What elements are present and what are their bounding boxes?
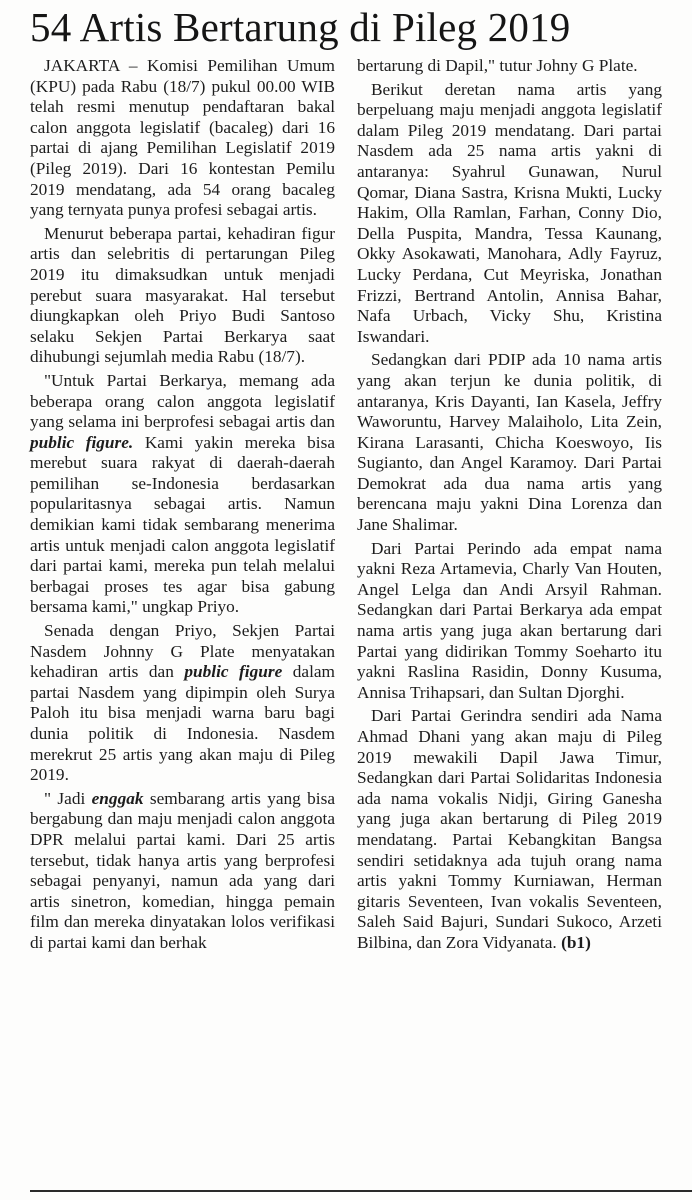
paragraph <box>30 789 335 954</box>
paragraph-text: Sedangkan dari PDIP ada 10 nama artis yang akan terjun ke dunia politik, di antaranya, Kris Dayanti, Ian Kasela, Jeffry Waworuntu, Harvey Malaiholo, Lita Zein, Kirana Larasanti, Chicha Koeswoyo, Iis Sugianto, dan Angel Karamoy. Dari Partai Demokrat ada dua nama artis yang berencana maju yakni Dina Lorenza dan Jane Shalimar. <box>357 350 662 535</box>
paragraph-continued <box>357 56 662 77</box>
paragraph-text: Berikut deretan nama artis yang berpeluang maju menjadi anggota legislatif dalam Pileg 2019 mendatang. Dari partai Nasdem ada 25 nama artis yakni di antaranya: Syahrul Gunawan, Nurul Qomar, Diana Sastra, Krisna Mukti, Lucky Hakim, Olla Ramlan, Farhan, Conny Dio, Della Puspita, Mandra, Tessa Kaunang, Okky Asokawati, Manohara, Adly Fayruz, Lucky Perdana, Cut Meyriska, Jonathan Frizzi, Bertrand Antolin, Annisa Bahar, Nafa Urbach, Vicky Shu, Kristina Iswandari. <box>357 79 662 346</box>
paragraph <box>357 706 662 953</box>
paragraph-text: Kami yakin mereka bisa merebut suara rakyat di daerah-daerah pemilihan se-Indonesia berdasarkan popularitasnya sebagai artis. Namun demikian kami tidak sembarang menerima artis untuk menjadi calon anggota legislatif dari partai kami, mereka pun telah melalui berbagai proses tes agar bisa gabung bersama kami," ungkap Priyo. <box>30 432 335 617</box>
paragraph <box>30 56 335 221</box>
paragraph-text: sembarang artis yang bisa bergabung dan maju menjadi calon anggota DPR melalui partai kami. Dari 25 artis tersebut, tidak hanya artis yang berprofesi sebagai penyanyi, namun ada yang dari artis sinetron, komedian, hingga pemain film dan mereka dinyatakan lolos verifikasi di partai kami dan berhak <box>30 788 335 952</box>
italic-term: enggak <box>91 788 144 808</box>
paragraph-text: bertarung di Dapil," tutur Johny G Plate. <box>357 56 638 75</box>
paragraph <box>357 350 662 535</box>
paragraph <box>30 371 335 618</box>
paragraph <box>357 80 662 348</box>
paragraph-text: "Untuk Partai Berkarya, memang ada beberapa orang calon anggota legislatif yang selama ini berprofesi sebagai artis dan <box>30 370 335 432</box>
headline: 54 Artis Bertarung di Pileg 2019 <box>30 4 571 50</box>
paragraph-text: dalam partai Nasdem yang dipimpin oleh Surya Paloh itu bisa menjadi warna baru bagi dunia politik di Indonesia. Nasdem merekrut 25 artis yang akan maju di Pileg 2019. <box>30 662 336 785</box>
author-signature: (b1) <box>561 932 591 952</box>
paragraph <box>30 224 335 368</box>
article-column-right <box>357 56 662 954</box>
paragraph <box>357 539 662 704</box>
paragraph-text: Menurut beberapa partai, kehadiran figur artis dan selebritis di pertarungan Pileg 2019 itu dimaksudkan untuk menjadi perebut suara masyarakat. Hal tersebut diungkapkan oleh Priyo Budi Santoso selaku Sekjen Partai Berkarya saat dihubungi sejumlah media Rabu (18/7). <box>30 223 335 367</box>
italic-term: public figure <box>184 662 283 682</box>
paragraph-text: Dari Partai Perindo ada empat nama yakni Reza Artamevia, Charly Van Houten, Angel Lelga dan Andi Arsyil Rahman. Sedangkan dari Partai Berkarya ada empat nama artis yang juga akan bertarung dari Partai yang didirikan Tommy Soeharto itu yakni Raslina Rasidin, Donny Kusuma, Annisa Trihapsari, dan Sultan Djorghi. <box>357 538 662 702</box>
paragraph-text: JAKARTA – Komisi Pemilihan Umum (KPU) pada Rabu (18/7) pukul 00.00 WIB telah resmi menutup pendaftaran bakal calon anggota legislatif (bacaleg) dari 16 partai di ajang Pemilihan Legislatif 2019 (Pileg 2019). Dari 16 kontestan Pemilu 2019 mendatang, ada 54 orang bacaleg yang ternyata punya profesi sebagai artis. <box>30 56 335 220</box>
italic-term: public figure. <box>30 432 134 452</box>
paragraph-text: Senada dengan Priyo, Sekjen Partai Nasdem Johnny G Plate menyatakan kehadiran artis dan <box>30 621 335 682</box>
paragraph <box>30 621 335 786</box>
paragraph-text: Dari Partai Gerindra sendiri ada Nama Ahmad Dhani yang akan maju di Pileg 2019 mewakili Dapil Jawa Timur, Sedangkan dari Partai Solidaritas Indonesia ada nama vokalis Nidji, Giring Ganesha yang juga akan bertarung di Pileg 2019 mendatang. Partai Kebangkitan Bangsa sendiri setidaknya ada tujuh orang nama artis yakni Tommy Kurniawan, Herman gitaris Seventeen, Ivan vokalis Seventeen, Saleh Said Bajuri, Sundari Sukoco, Arzeti Bilbina, dan Zora Vidyanata. <box>357 706 662 952</box>
bottom-rule <box>30 1190 692 1192</box>
paragraph-text: " Jadi <box>44 788 92 808</box>
article-column-left <box>30 56 335 954</box>
